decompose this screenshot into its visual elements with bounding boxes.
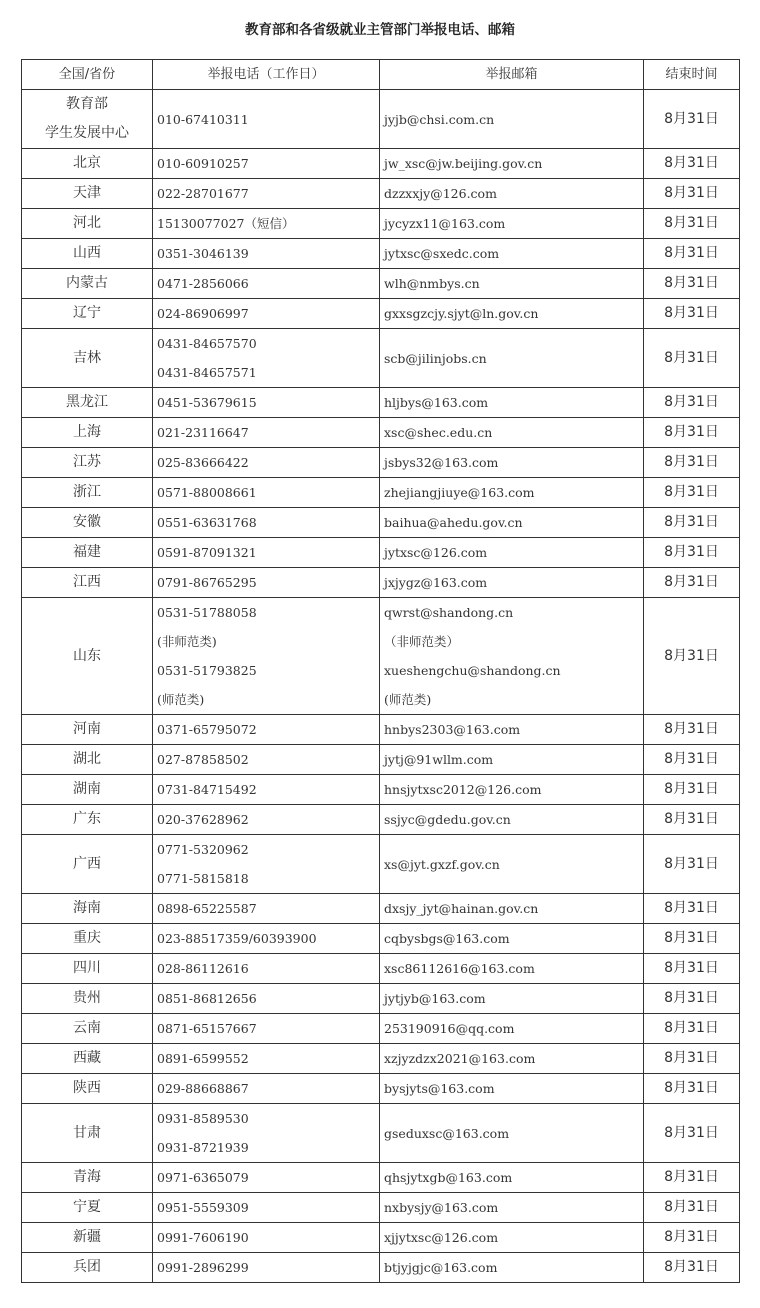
- phone-cell: [153, 715, 380, 745]
- email-cell: [380, 1044, 644, 1074]
- region-text: 湖南: [73, 781, 101, 797]
- header-end-time: 结束时间: [644, 60, 740, 90]
- phone-number: 0531-51793825: [157, 663, 257, 678]
- email-address: wlh@nmbys.cn: [384, 276, 480, 291]
- region-text: 广东: [73, 811, 101, 827]
- email-address: jytxsc@sxedc.com: [384, 246, 500, 261]
- region-text: 宁夏: [73, 1199, 101, 1215]
- region-cell: [22, 508, 153, 538]
- email-cell: [380, 239, 644, 269]
- phone-cell: [153, 1163, 380, 1193]
- region-cell: [22, 1223, 153, 1253]
- email-address: jxjygz@163.com: [384, 575, 488, 590]
- region-cell: [22, 149, 153, 179]
- email-cell: [380, 1163, 644, 1193]
- phone-number: 025-83666422: [157, 455, 249, 470]
- region-text: 云南: [73, 1020, 101, 1036]
- phone-cell: [153, 984, 380, 1014]
- phone-number: 0371-65795072: [157, 722, 257, 737]
- phone-cell: [153, 149, 380, 179]
- region-text: 教育部: [66, 96, 108, 112]
- email-cell: [380, 508, 644, 538]
- email-address: xjjytxsc@126.com: [384, 1230, 499, 1245]
- phone-cell: [153, 598, 380, 715]
- table-row: [22, 478, 740, 508]
- region-text: 广西: [73, 855, 101, 872]
- phone-cell: [153, 388, 380, 418]
- email-cell: [380, 179, 644, 209]
- phone-cell: [153, 508, 380, 538]
- email-address: (师范类): [384, 692, 432, 707]
- end-time-cell: 8月31日: [644, 538, 740, 568]
- table-row: [22, 239, 740, 269]
- region-cell: [22, 478, 153, 508]
- email-cell: [380, 1014, 644, 1044]
- region-cell: [22, 1193, 153, 1223]
- email-cell: [380, 388, 644, 418]
- phone-number: 0971-6365079: [157, 1170, 249, 1185]
- email-cell: [380, 269, 644, 299]
- region-text: 北京: [73, 155, 101, 171]
- email-address: baihua@ahedu.gov.cn: [384, 515, 523, 530]
- region-text: 甘肃: [73, 1124, 101, 1141]
- email-address: jycyzx11@163.com: [384, 216, 506, 231]
- email-address: xsc86112616@163.com: [384, 961, 535, 976]
- phone-number: 0771-5815818: [157, 871, 249, 886]
- email-cell: [380, 954, 644, 984]
- phone-number: 0898-65225587: [157, 901, 257, 916]
- email-address: gseduxsc@163.com: [384, 1125, 510, 1141]
- email-address: ssjyc@gdedu.gov.cn: [384, 812, 511, 827]
- phone-number: 0551-63631768: [157, 515, 257, 530]
- region-cell: [22, 805, 153, 835]
- phone-number: 0431-84657571: [157, 365, 257, 380]
- region-text: 河南: [73, 721, 101, 737]
- region-cell: [22, 179, 153, 209]
- end-time-cell: 8月31日: [644, 598, 740, 715]
- end-time-cell: 8月31日: [644, 478, 740, 508]
- end-time-cell: 8月31日: [644, 805, 740, 835]
- email-cell: [380, 1253, 644, 1283]
- email-cell: [380, 299, 644, 329]
- table-row: [22, 508, 740, 538]
- end-time-cell: 8月31日: [644, 1193, 740, 1223]
- phone-cell: [153, 1253, 380, 1283]
- phone-number: 15130077027（短信）: [157, 216, 295, 231]
- email-address: gxxsgzcjy.sjyt@ln.gov.cn: [384, 306, 539, 321]
- email-cell: [380, 538, 644, 568]
- table-row: [22, 1074, 740, 1104]
- email-address: scb@jilinjobs.cn: [384, 350, 487, 366]
- end-time-cell: 8月31日: [644, 1253, 740, 1283]
- email-cell: [380, 329, 644, 388]
- phone-number: 0851-86812656: [157, 991, 257, 1006]
- email-address: dzzxxjy@126.com: [384, 186, 497, 201]
- email-address: dxsjy_jyt@hainan.gov.cn: [384, 901, 539, 916]
- phone-cell: [153, 1074, 380, 1104]
- phone-number: 010-60910257: [157, 156, 249, 171]
- end-time-cell: 8月31日: [644, 1074, 740, 1104]
- region-cell: [22, 1163, 153, 1193]
- region-cell: [22, 835, 153, 894]
- end-time-cell: 8月31日: [644, 1223, 740, 1253]
- phone-number: 028-86112616: [157, 961, 249, 976]
- end-time-cell: 8月31日: [644, 388, 740, 418]
- email-address: hnsjytxsc2012@126.com: [384, 782, 542, 797]
- phone-number: 029-88668867: [157, 1081, 249, 1096]
- email-address: xs@jyt.gxzf.gov.cn: [384, 856, 500, 872]
- end-time-cell: 8月31日: [644, 894, 740, 924]
- phone-cell: [153, 269, 380, 299]
- email-address: jsbys32@163.com: [384, 455, 499, 470]
- region-text: 青海: [73, 1169, 101, 1185]
- phone-number: 023-88517359/60393900: [157, 931, 317, 946]
- phone-cell: [153, 1104, 380, 1163]
- end-time-cell: 8月31日: [644, 209, 740, 239]
- phone-number: 0591-87091321: [157, 545, 257, 560]
- region-text: 重庆: [73, 930, 101, 946]
- email-cell: [380, 568, 644, 598]
- email-address: 253190916@qq.com: [384, 1021, 515, 1036]
- end-time-cell: 8月31日: [644, 775, 740, 805]
- phone-number: 0991-7606190: [157, 1230, 249, 1245]
- email-address: jytxsc@126.com: [384, 545, 488, 560]
- end-time-cell: 8月31日: [644, 835, 740, 894]
- region-text: 兵团: [73, 1259, 101, 1275]
- table-row: [22, 568, 740, 598]
- region-text: 海南: [73, 900, 101, 916]
- phone-number: (非师范类): [157, 634, 217, 649]
- table-row: [22, 418, 740, 448]
- region-text: 浙江: [73, 484, 101, 500]
- end-time-cell: 8月31日: [644, 508, 740, 538]
- table-row: [22, 149, 740, 179]
- region-text: 内蒙古: [66, 275, 108, 291]
- table-row: [22, 984, 740, 1014]
- phone-number: 0791-86765295: [157, 575, 257, 590]
- email-address: jytjyb@163.com: [384, 991, 486, 1006]
- email-cell: [380, 984, 644, 1014]
- end-time-cell: 8月31日: [644, 149, 740, 179]
- end-time-cell: 8月31日: [644, 179, 740, 209]
- end-time-cell: 8月31日: [644, 448, 740, 478]
- phone-cell: [153, 90, 380, 149]
- table-row: [22, 894, 740, 924]
- email-cell: [380, 805, 644, 835]
- table-row: [22, 1044, 740, 1074]
- region-cell: [22, 239, 153, 269]
- phone-number: (师范类): [157, 692, 205, 707]
- email-address: jyjb@chsi.com.cn: [384, 111, 495, 127]
- end-time-cell: 8月31日: [644, 239, 740, 269]
- region-text: 黑龙江: [66, 394, 108, 410]
- end-time-cell: 8月31日: [644, 299, 740, 329]
- table-row: [22, 90, 740, 149]
- email-cell: [380, 598, 644, 715]
- phone-cell: [153, 209, 380, 239]
- phone-number: 022-28701677: [157, 186, 249, 201]
- table-row: [22, 448, 740, 478]
- email-cell: [380, 894, 644, 924]
- region-text: 西藏: [73, 1050, 101, 1066]
- phone-number: 020-37628962: [157, 812, 249, 827]
- email-address: bysjyts@163.com: [384, 1081, 495, 1096]
- phone-number: 0891-6599552: [157, 1051, 249, 1066]
- phone-number: 0991-2896299: [157, 1260, 249, 1275]
- email-address: jytj@91wllm.com: [384, 752, 494, 767]
- table-row: [22, 715, 740, 745]
- region-cell: [22, 1104, 153, 1163]
- email-address: xueshengchu@shandong.cn: [384, 663, 561, 678]
- phone-cell: [153, 299, 380, 329]
- table-row: [22, 388, 740, 418]
- region-text: 四川: [73, 960, 101, 976]
- header-region: 全国/省份: [22, 60, 153, 90]
- phone-cell: [153, 1044, 380, 1074]
- table-row: [22, 805, 740, 835]
- phone-number: 0771-5320962: [157, 842, 249, 857]
- phone-cell: [153, 239, 380, 269]
- region-text: 湖北: [73, 751, 101, 767]
- region-cell: [22, 1074, 153, 1104]
- email-cell: [380, 715, 644, 745]
- phone-cell: [153, 418, 380, 448]
- table-row: [22, 1253, 740, 1283]
- phone-number: 0471-2856066: [157, 276, 249, 291]
- table-row: [22, 745, 740, 775]
- region-cell: [22, 598, 153, 715]
- table-row: [22, 269, 740, 299]
- phone-cell: [153, 179, 380, 209]
- end-time-cell: 8月31日: [644, 1014, 740, 1044]
- region-text: 贵州: [73, 990, 101, 1006]
- phone-cell: [153, 329, 380, 388]
- end-time-cell: 8月31日: [644, 924, 740, 954]
- region-text: 山西: [73, 245, 101, 261]
- end-time-cell: 8月31日: [644, 568, 740, 598]
- region-text: 天津: [73, 185, 101, 201]
- region-text: 江苏: [73, 454, 101, 470]
- region-cell: [22, 568, 153, 598]
- table-row: [22, 209, 740, 239]
- table-row: [22, 179, 740, 209]
- region-cell: [22, 448, 153, 478]
- header-phone: 举报电话（工作日）: [153, 60, 380, 90]
- phone-number: 0571-88008661: [157, 485, 257, 500]
- phone-number: 0531-51788058: [157, 605, 257, 620]
- region-cell: [22, 388, 153, 418]
- table-row: [22, 538, 740, 568]
- phone-number: 024-86906997: [157, 306, 249, 321]
- phone-number: 0431-84657570: [157, 336, 257, 351]
- table-row: [22, 924, 740, 954]
- region-text: 陕西: [73, 1080, 101, 1096]
- region-cell: [22, 924, 153, 954]
- phone-cell: [153, 1193, 380, 1223]
- table-row: [22, 954, 740, 984]
- email-cell: [380, 149, 644, 179]
- phone-cell: [153, 1014, 380, 1044]
- region-text: 新疆: [73, 1229, 101, 1245]
- phone-number: 027-87858502: [157, 752, 249, 767]
- region-text: 山东: [73, 647, 101, 664]
- email-cell: [380, 478, 644, 508]
- table-row: [22, 1014, 740, 1044]
- phone-cell: [153, 805, 380, 835]
- table-row: [22, 1104, 740, 1163]
- region-cell: [22, 715, 153, 745]
- email-cell: [380, 448, 644, 478]
- phone-number: 0931-8589530: [157, 1111, 249, 1126]
- end-time-cell: 8月31日: [644, 984, 740, 1014]
- phone-cell: [153, 775, 380, 805]
- email-address: nxbysjy@163.com: [384, 1200, 499, 1215]
- email-cell: [380, 1104, 644, 1163]
- header-email: 举报邮箱: [380, 60, 644, 90]
- table-row: [22, 775, 740, 805]
- email-address: xzjyzdzx2021@163.com: [384, 1051, 536, 1066]
- email-address: jw_xsc@jw.beijing.gov.cn: [384, 156, 543, 171]
- region-cell: [22, 984, 153, 1014]
- region-cell: [22, 90, 153, 149]
- region-cell: [22, 329, 153, 388]
- region-cell: [22, 1253, 153, 1283]
- phone-cell: [153, 478, 380, 508]
- phone-cell: [153, 924, 380, 954]
- region-cell: [22, 1014, 153, 1044]
- phone-number: 010-67410311: [157, 111, 249, 127]
- table-row: [22, 1193, 740, 1223]
- phone-cell: [153, 568, 380, 598]
- email-address: zhejiangjiuye@163.com: [384, 485, 535, 500]
- region-text: 江西: [73, 574, 101, 590]
- phone-number: 0951-5559309: [157, 1200, 249, 1215]
- phone-number: 0731-84715492: [157, 782, 257, 797]
- phone-cell: [153, 448, 380, 478]
- table-row: [22, 1163, 740, 1193]
- end-time-cell: 8月31日: [644, 1104, 740, 1163]
- phone-cell: [153, 835, 380, 894]
- email-cell: [380, 1223, 644, 1253]
- phone-cell: [153, 745, 380, 775]
- report-contacts-table: [21, 59, 740, 1283]
- email-cell: [380, 1074, 644, 1104]
- region-text: 河北: [73, 215, 101, 231]
- end-time-cell: 8月31日: [644, 1163, 740, 1193]
- region-text: 安徽: [73, 514, 101, 530]
- email-address: （非师范类）: [384, 634, 460, 649]
- region-cell: [22, 418, 153, 448]
- phone-cell: [153, 1223, 380, 1253]
- end-time-cell: 8月31日: [644, 269, 740, 299]
- phone-number: 0931-8721939: [157, 1140, 249, 1155]
- region-text: 福建: [73, 544, 101, 560]
- table-row: [22, 835, 740, 894]
- email-cell: [380, 1193, 644, 1223]
- email-address: hnbys2303@163.com: [384, 722, 521, 737]
- email-address: hljbys@163.com: [384, 395, 489, 410]
- region-cell: [22, 1044, 153, 1074]
- end-time-cell: 8月31日: [644, 90, 740, 149]
- end-time-cell: 8月31日: [644, 418, 740, 448]
- phone-number: 0871-65157667: [157, 1021, 257, 1036]
- end-time-cell: 8月31日: [644, 745, 740, 775]
- email-cell: [380, 924, 644, 954]
- region-cell: [22, 269, 153, 299]
- region-text: 学生发展中心: [45, 125, 129, 141]
- email-cell: [380, 90, 644, 149]
- email-address: btjyjgjc@163.com: [384, 1260, 498, 1275]
- region-cell: [22, 775, 153, 805]
- region-cell: [22, 894, 153, 924]
- phone-cell: [153, 538, 380, 568]
- table-row: [22, 329, 740, 388]
- end-time-cell: 8月31日: [644, 329, 740, 388]
- email-address: cqbysbgs@163.com: [384, 931, 510, 946]
- region-text: 辽宁: [73, 305, 101, 321]
- region-cell: [22, 954, 153, 984]
- table-row: [22, 1223, 740, 1253]
- table-row: [22, 299, 740, 329]
- phone-number: 021-23116647: [157, 425, 249, 440]
- phone-cell: [153, 894, 380, 924]
- end-time-cell: 8月31日: [644, 1044, 740, 1074]
- table-row: [22, 598, 740, 715]
- region-text: 吉林: [73, 349, 101, 366]
- email-cell: [380, 835, 644, 894]
- region-cell: [22, 745, 153, 775]
- table-body: [22, 90, 740, 1283]
- region-cell: [22, 209, 153, 239]
- email-cell: [380, 418, 644, 448]
- region-text: 上海: [73, 424, 101, 440]
- end-time-cell: 8月31日: [644, 954, 740, 984]
- email-cell: [380, 775, 644, 805]
- email-cell: [380, 745, 644, 775]
- email-address: xsc@shec.edu.cn: [384, 425, 493, 440]
- phone-cell: [153, 954, 380, 984]
- phone-number: 0351-3046139: [157, 246, 249, 261]
- email-cell: [380, 209, 644, 239]
- email-address: qhsjytxgb@163.com: [384, 1170, 513, 1185]
- page-title: 教育部和各省级就业主管部门举报电话、邮箱: [245, 22, 515, 38]
- region-cell: [22, 299, 153, 329]
- email-address: qwrst@shandong.cn: [384, 605, 514, 620]
- end-time-cell: 8月31日: [644, 715, 740, 745]
- table-header-row: [22, 60, 740, 90]
- phone-number: 0451-53679615: [157, 395, 257, 410]
- region-cell: [22, 538, 153, 568]
